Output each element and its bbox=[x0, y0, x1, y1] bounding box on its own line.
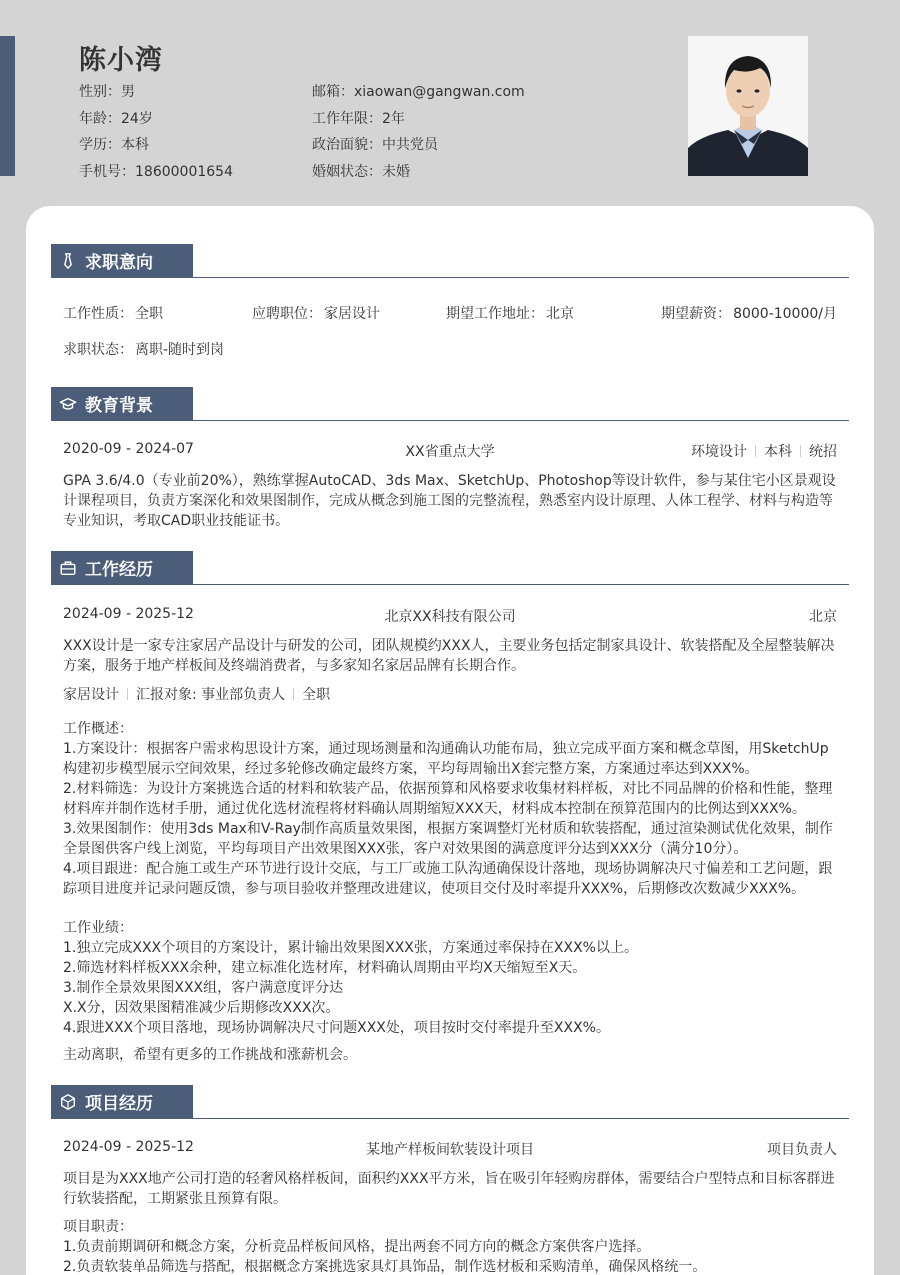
list-item: 4.跟进XXX个项目落地，现场协调解决尺寸问题XXX处，项目按时交付率提升至XXX%。 bbox=[63, 1020, 610, 1036]
email: 邮箱：xiaowan@gangwan.com bbox=[312, 84, 525, 100]
section-title: 项目经历 bbox=[85, 1094, 153, 1114]
tag: 汇报对象: 事业部负责人 bbox=[136, 687, 286, 703]
list-item: 1.方案设计：根据客户需求构思设计方案，通过现场测量和沟通确认功能布局，独立完成平面方案和概念草图，用SketchUp构建初步模型展示空间效果，经过多轮修改确定最终方案，平均每周输出X套完整方案，方案通过率达到XXX%。 bbox=[63, 741, 829, 777]
project-description: 项目是为XXX地产公司打造的轻奢风格样板间，面积约XXX平方米，旨在吸引年轻购房群体，需要结合户型特点和目标客群进行软装搭配，工期紧张且预算有限。 bbox=[63, 1171, 835, 1207]
section-project-experience bbox=[51, 1085, 849, 1119]
project-duties bbox=[63, 1217, 839, 1275]
section-header bbox=[51, 551, 193, 584]
age: 年龄：24岁 bbox=[79, 110, 153, 127]
personal-info-right bbox=[312, 79, 525, 185]
section-title: 教育背景 bbox=[85, 396, 153, 416]
job-location bbox=[446, 303, 574, 323]
separator bbox=[127, 688, 128, 700]
field-value: 8000-10000/月 bbox=[733, 306, 837, 322]
education-level: 学历：本科 bbox=[79, 137, 149, 153]
tag: 全职 bbox=[302, 687, 331, 703]
list-item: 1.独立完成XXX个项目的方案设计，累计输出效果图XXX张，方案通过率保持在XXX%以上。 bbox=[63, 940, 638, 956]
tie-icon bbox=[59, 252, 77, 270]
graduation-cap-icon bbox=[59, 395, 77, 413]
enrollment-type: 统招 bbox=[809, 444, 837, 460]
list-item: 4.项目跟进：配合施工或生产环节进行设计交底，与工厂或施工队沟通确保设计落地，现场协调解决尺寸偏差和工艺问题，跟踪项目进度并记录问题反馈，参与项目验收并整理改进建议，使项目交付及时率提升XXX%，后期修改次数减少XXX%。 bbox=[63, 861, 833, 897]
field-value: 全职 bbox=[135, 306, 163, 322]
section-header bbox=[51, 244, 193, 277]
work-date: 2024-09 - 2025-12 bbox=[63, 606, 194, 622]
field-value: 离职-随时到岗 bbox=[135, 342, 225, 358]
achievement-label: 工作业绩： bbox=[63, 920, 133, 936]
section-title: 求职意向 bbox=[85, 253, 153, 273]
section-education bbox=[51, 387, 849, 421]
field-label: 期望薪资： bbox=[661, 306, 732, 322]
duty-label: 项目职责： bbox=[63, 1219, 133, 1235]
company-name: 北京XX科技有限公司 bbox=[384, 609, 516, 625]
personal-info-left bbox=[79, 79, 233, 185]
job-salary bbox=[661, 303, 837, 323]
list-item: 2.负责软装单品筛选与搭配，根据概念方案挑选家具灯具饰品，制作选材板和采购清单，确保风格统一。 bbox=[63, 1259, 707, 1275]
overview-label: 工作概述： bbox=[63, 721, 133, 737]
briefcase-icon bbox=[59, 559, 77, 577]
project-date: 2024-09 - 2025-12 bbox=[63, 1139, 194, 1155]
list-item: 2.筛选材料样板XXX余种，建立标准化选材库，材料确认周期由平均X天缩短至X天。 bbox=[63, 960, 587, 976]
section-header bbox=[51, 387, 193, 420]
tag: 家居设计 bbox=[63, 687, 119, 703]
section-header bbox=[51, 1085, 193, 1118]
work-overview bbox=[63, 719, 839, 899]
separator bbox=[755, 445, 756, 457]
project-name: 某地产样板间软装设计项目 bbox=[366, 1142, 534, 1158]
education-meta bbox=[691, 441, 837, 461]
degree: 本科 bbox=[764, 444, 792, 460]
phone: 手机号：18600001654 bbox=[79, 163, 233, 180]
education-date: 2020-09 - 2024-07 bbox=[63, 441, 194, 457]
project-role: 项目负责人 bbox=[767, 1142, 837, 1158]
section-job-intent bbox=[51, 244, 849, 278]
list-item: X.X分，因效果图精准减少后期修改XXX次。 bbox=[63, 1000, 340, 1016]
field-label: 求职状态： bbox=[63, 342, 133, 358]
field-label: 应聘职位： bbox=[252, 306, 322, 322]
job-position bbox=[252, 303, 380, 323]
company-description: XXX设计是一家专注家居产品设计与研发的公司，团队规模约XXX人，主要业务包括定制家具设计、软装搭配及全屋整装解决方案，服务于地产样板间及终端消费者，与多家知名家居品牌有长期合作。 bbox=[63, 638, 835, 674]
gender: 性别：男 bbox=[79, 84, 135, 100]
header-accent-bar bbox=[0, 36, 15, 176]
leave-reason: 主动离职，希望有更多的工作挑战和涨薪机会。 bbox=[63, 1047, 357, 1063]
work-years: 工作年限：2年 bbox=[312, 110, 405, 127]
field-label: 工作性质： bbox=[63, 306, 133, 322]
avatar bbox=[688, 36, 808, 176]
separator bbox=[800, 445, 801, 457]
section-work-experience bbox=[51, 551, 849, 585]
field-label: 期望工作地址： bbox=[446, 306, 544, 322]
political-status: 政治面貌：中共党员 bbox=[312, 137, 438, 153]
work-achievements bbox=[63, 918, 839, 1038]
major: 环境设计 bbox=[691, 444, 747, 460]
field-value: 北京 bbox=[546, 306, 574, 322]
work-city: 北京 bbox=[809, 609, 837, 625]
field-value: 家居设计 bbox=[324, 306, 380, 322]
candidate-name: 陈小湾 bbox=[79, 45, 163, 76]
list-item: 3.效果图制作：使用3ds Max和V-Ray制作高质量效果图，根据方案调整灯光材质和软装搭配，通过渲染测试优化效果，制作全景图供客户线上浏览，平均每项目产出效果图XXX张，客户对效果图的满意度评分达到XXX分（满分10分）。 bbox=[63, 821, 833, 857]
school-name: XX省重点大学 bbox=[405, 444, 495, 460]
work-tags bbox=[63, 684, 330, 704]
list-item: 2.材料筛选：为设计方案挑选合适的材料和软装产品，依据预算和风格要求收集材料样板，对比不同品牌的价格和性能，整理材料库并制作选材手册，通过优化选材流程将材料确认周期缩短XXX天，材料成本控制在预算范围内的比例达到XXX%。 bbox=[63, 781, 833, 817]
marital-status: 婚姻状态：未婚 bbox=[312, 163, 410, 180]
job-status bbox=[63, 339, 224, 359]
job-nature bbox=[63, 303, 163, 323]
separator bbox=[293, 688, 294, 700]
list-item: 1.负责前期调研和概念方案，分析竞品样板间风格，提出两套不同方向的概念方案供客户选择。 bbox=[63, 1239, 651, 1255]
education-description: GPA 3.6/4.0（专业前20%），熟练掌握AutoCAD、3ds Max、SketchUp、Photoshop等设计软件，参与某住宅小区景观设计课程项目，负责方案深化和效果图制作，完成从概念到施工图的完整流程，熟悉室内设计原理、人体工程学、材料与构造等专业知识，考取CAD职业技能证书。 bbox=[63, 473, 836, 529]
list-item: 3.制作全景效果图XXX组，客户满意度评分达 bbox=[63, 980, 344, 996]
section-title: 工作经历 bbox=[85, 560, 153, 580]
cube-icon bbox=[59, 1093, 77, 1111]
